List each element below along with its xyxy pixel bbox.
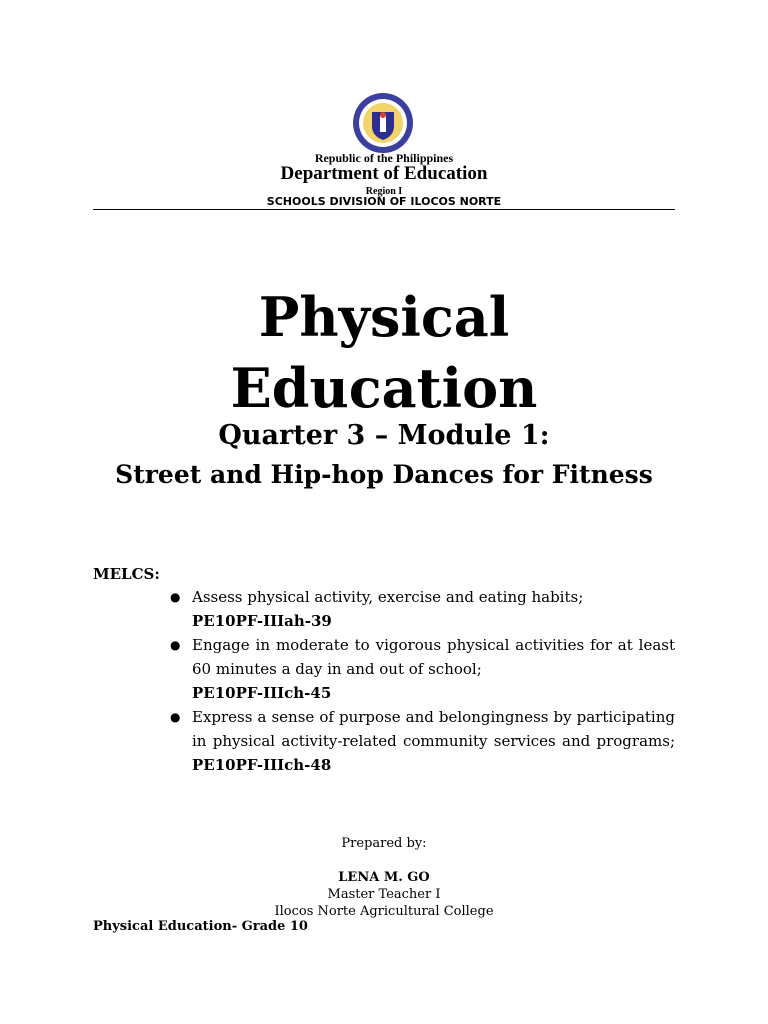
department-heading: Department of Education [280,163,488,184]
melcs-list [170,585,675,777]
melc-text: Engage in moderate to vigorous physical activities for at least 60 minutes a day in and out of school; [192,636,675,678]
footer-text: Physical Education- Grade 10 [93,919,308,934]
bullet-icon: ● [170,710,181,724]
melc-code: PE10PF-IIIch-48 [192,756,332,774]
republic-heading: Republic of the Philippines [314,151,454,165]
bullet-icon: ● [170,638,181,652]
melc-code: PE10PF-IIIah-39 [192,612,332,630]
list-item [170,705,675,777]
deped-seal-icon [348,92,418,154]
melcs-label: MELCS: [93,565,160,583]
list-item [170,585,675,633]
list-item [170,633,675,705]
title-line-1: Physical [258,285,510,349]
melc-text: Assess physical activity, exercise and eating habits; [192,588,584,606]
quarter-module-title: Quarter 3 – Module 1: [218,420,550,451]
title-line-2: Education [230,356,538,420]
author-school: Ilocos Norte Agricultural College [274,904,494,919]
author-name: LENA M. GO [338,870,430,885]
header-divider [93,209,675,210]
author-position: Master Teacher I [327,887,441,902]
melc-code: PE10PF-IIIch-45 [192,684,332,702]
module-subtitle: Street and Hip-hop Dances for Fitness [115,460,653,489]
prepared-by-label: Prepared by: [341,836,427,851]
division-heading: SCHOOLS DIVISION OF ILOCOS NORTE [266,195,502,208]
region-heading: Region I [365,186,403,197]
melc-text: Express a sense of purpose and belongingness by participating in physical activity-related community services and programs; [192,708,675,750]
bullet-icon: ● [170,590,181,604]
